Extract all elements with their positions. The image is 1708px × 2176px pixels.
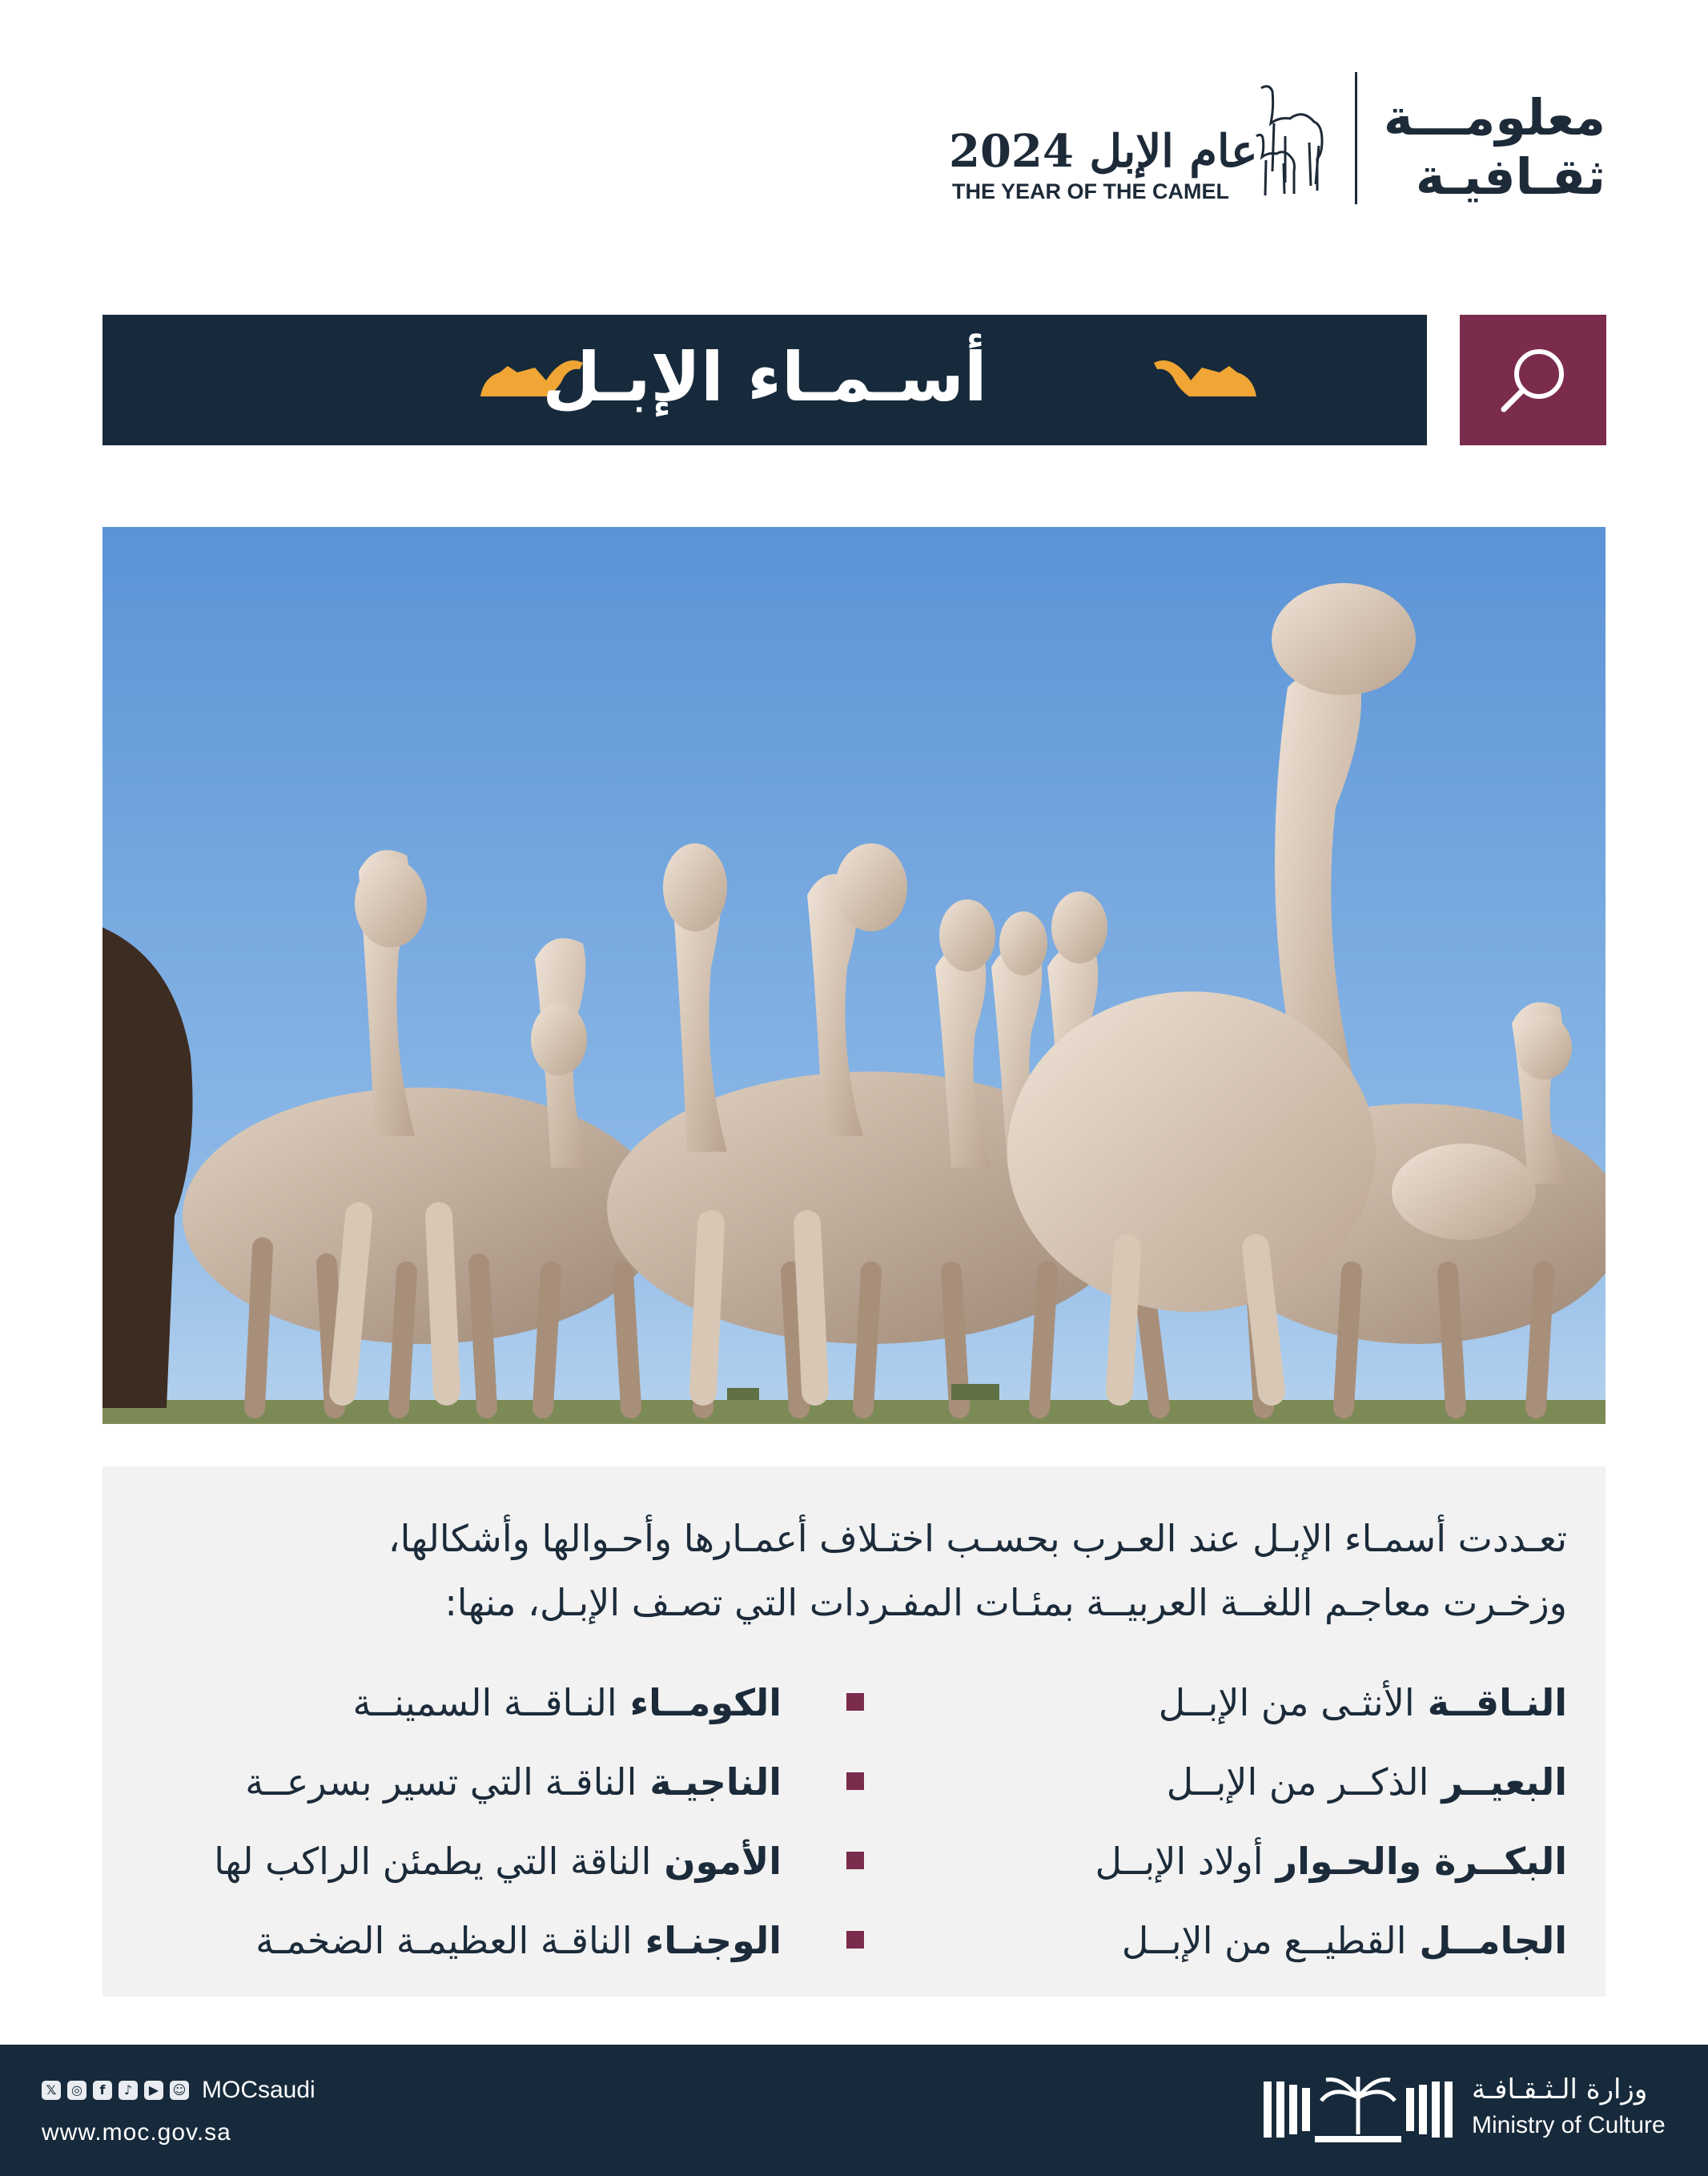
tiktok-icon[interactable]: ♪ — [119, 2081, 138, 2100]
header-divider — [1355, 72, 1357, 204]
youtube-icon[interactable]: ▶ — [144, 2081, 163, 2100]
intro-line-1: تعـددت أسمـاء الإبـل عند العـرب بحسـب اختـلاف أعمـارها وأحـوالها وأشكالها، — [388, 1517, 1567, 1560]
item-term: البعيــر — [1441, 1760, 1567, 1804]
social-links — [42, 2077, 315, 2104]
snapchat-icon[interactable]: ☺ — [170, 2081, 189, 2100]
brand-logo-text — [1384, 88, 1606, 207]
item-term: الكومــاء — [629, 1680, 782, 1724]
list-item — [141, 1742, 782, 1821]
intro-line-2: وزخـرت معاجـم اللغــة العربيــة بمئـات المفـردات التي تصـف الإبـل، منها: — [444, 1581, 1567, 1624]
bullet-icon — [846, 1693, 864, 1711]
facebook-icon[interactable]: f — [93, 2081, 112, 2100]
list-item — [141, 1821, 782, 1900]
item-desc: الناقـة العظيمـة الضخمـة — [255, 1918, 633, 1962]
item-desc: الناقة التي يطمئن الراكب لها — [214, 1839, 652, 1883]
ministry-name-arabic: وزارة الـثـقـافـة — [1472, 2073, 1648, 2106]
header — [0, 72, 1708, 216]
item-term: الوجنـاء — [645, 1918, 782, 1962]
intro-paragraph — [142, 1506, 1567, 1635]
list-item — [926, 1663, 1567, 1742]
year-logo-title: عام الإبل 2024 — [949, 125, 1258, 178]
list-item — [926, 1821, 1567, 1900]
item-term: الأمون — [664, 1839, 782, 1883]
page-title: أسـمـاء الإبـل — [542, 338, 987, 416]
list-item — [141, 1663, 782, 1742]
social-handle[interactable]: MOCsaudi — [202, 2077, 315, 2103]
search-icon — [1497, 344, 1569, 416]
brand-line-2: ثقـافيـة — [1415, 147, 1606, 206]
info-panel — [102, 1466, 1606, 1997]
ministry-logo-icon — [1264, 2073, 1456, 2146]
item-term: البكــرة والحـوار — [1276, 1839, 1567, 1883]
list-item — [926, 1900, 1567, 1980]
instagram-icon[interactable]: ◎ — [67, 2081, 86, 2100]
footer — [0, 2045, 1708, 2176]
list-item — [141, 1900, 782, 1980]
camel-herd-photo — [102, 527, 1606, 1424]
bullet-icon — [846, 1931, 864, 1949]
list-item — [926, 1742, 1567, 1821]
item-desc: النـاقــة السمينــة — [352, 1680, 617, 1724]
brand-line-1: معلومـــة — [1383, 88, 1606, 147]
item-desc: أولاد الإبــل — [1095, 1839, 1264, 1883]
item-desc: الأنثـى من الإبــل — [1158, 1680, 1415, 1724]
ministry-name-english: Ministry of Culture — [1472, 2112, 1666, 2138]
item-desc: الذكــر من الإبــل — [1166, 1760, 1429, 1804]
item-term: النـاقــة — [1427, 1680, 1567, 1724]
search-button[interactable] — [1460, 315, 1606, 445]
item-desc: القطيــع من الإبــل — [1121, 1918, 1407, 1962]
names-list-left — [141, 1663, 782, 1980]
title-bar — [102, 315, 1427, 445]
x-icon[interactable]: 𝕏 — [42, 2081, 61, 2100]
year-logo-subtitle: THE YEAR OF THE CAMEL — [952, 179, 1230, 203]
bullet-icon — [846, 1772, 864, 1790]
names-list-right — [926, 1663, 1567, 1980]
camel-logo-icon — [1245, 80, 1333, 200]
bullet-icon — [846, 1852, 864, 1869]
website-link[interactable]: www.moc.gov.sa — [42, 2119, 231, 2146]
item-term: الجامــل — [1419, 1918, 1567, 1962]
year-of-camel-logo — [949, 80, 1333, 208]
camel-ornament-icon — [1147, 355, 1260, 403]
item-desc: الناقـة التي تسير بسرعــة — [245, 1760, 637, 1804]
item-term: الناجيـة — [649, 1760, 782, 1804]
